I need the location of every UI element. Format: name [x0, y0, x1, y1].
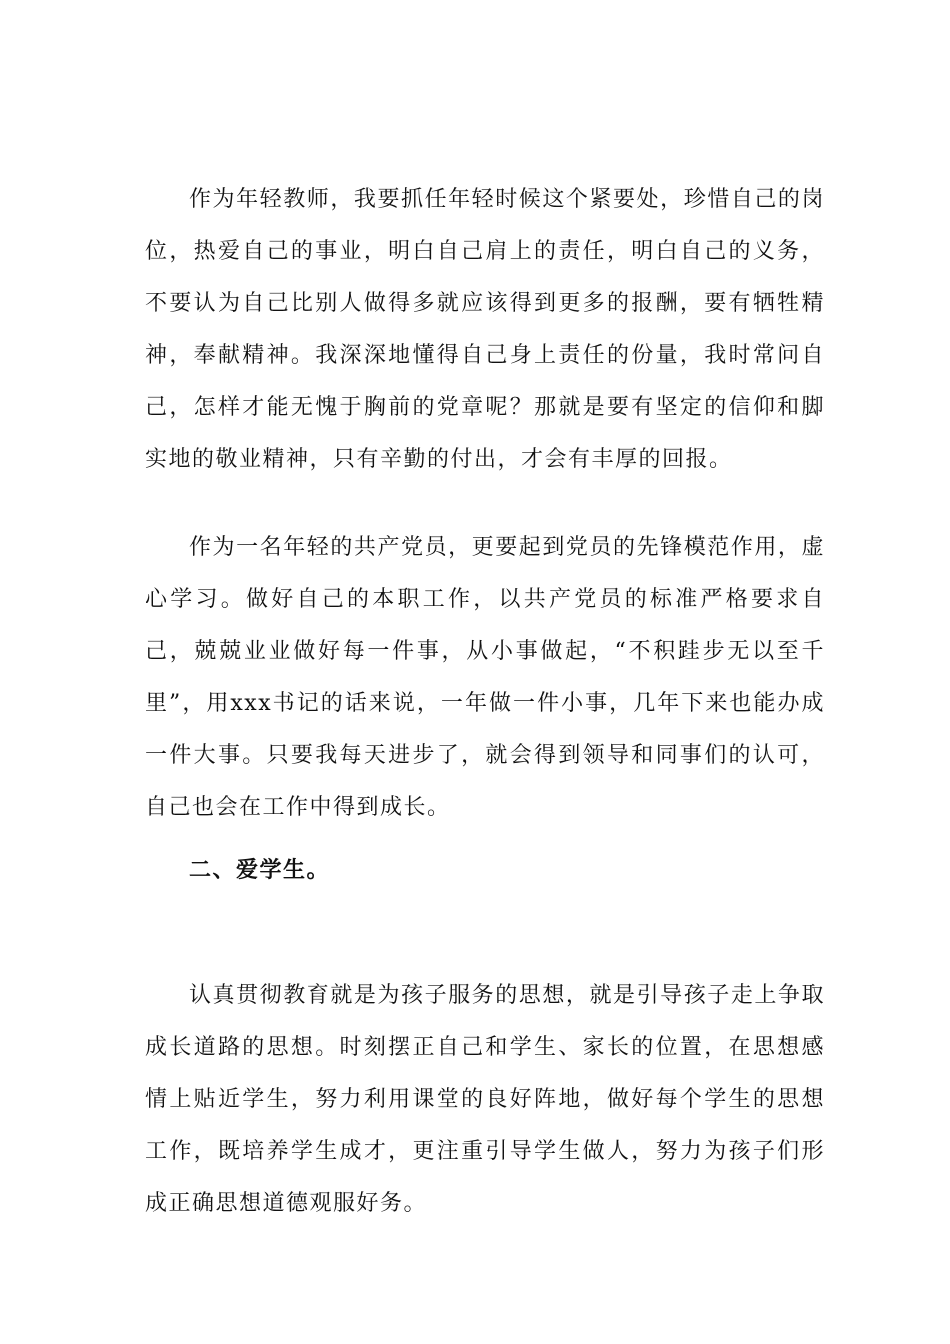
paragraph-party-member: 作为一名年轻的共产党员，更要起到党员的先锋模范作用，虚心学习。做好自己的本职工作，以共产党员的标准严格要求自己，兢兢业业做好每一件事，从小事做起，“不积跬步无以至千里”，用xxx书记的话来说，一年做一件小事，几年下来也能办成一件大事。只要我每天进步了，就会得到领导和同事们的认可，自己也会在工作中得到成长。: [145, 535, 825, 820]
paragraph-serve-children: 认真贯彻教育就是为孩子服务的思想，就是引导孩子走上争取成长道路的思想。时刻摆正自己和学生、家长的位置，在思想感情上贴近学生，努力利用课堂的良好阵地，做好每个学生的思想工作，既培养学生成才，更注重引导学生做人，努力为孩子们形成正确思想道德观服好务。: [145, 983, 825, 1216]
section-heading-love-students: 二、爱学生。: [189, 858, 331, 883]
paragraph-young-teacher: 作为年轻教师，我要抓任年轻时候这个紧要处，珍惜自己的岗位，热爱自己的事业，明白自己肩上的责任，明白自己的义务，不要认为自己比别人做得多就应该得到更多的报酬，要有牺牲精神，奉献精神。我深深地懂得自己身上责任的份量，我时常问自己，怎样才能无愧于胸前的党章呢？那就是要有坚定的信仰和脚实地的敬业精神，只有辛勤的付出，才会有丰厚的回报。: [145, 187, 825, 472]
